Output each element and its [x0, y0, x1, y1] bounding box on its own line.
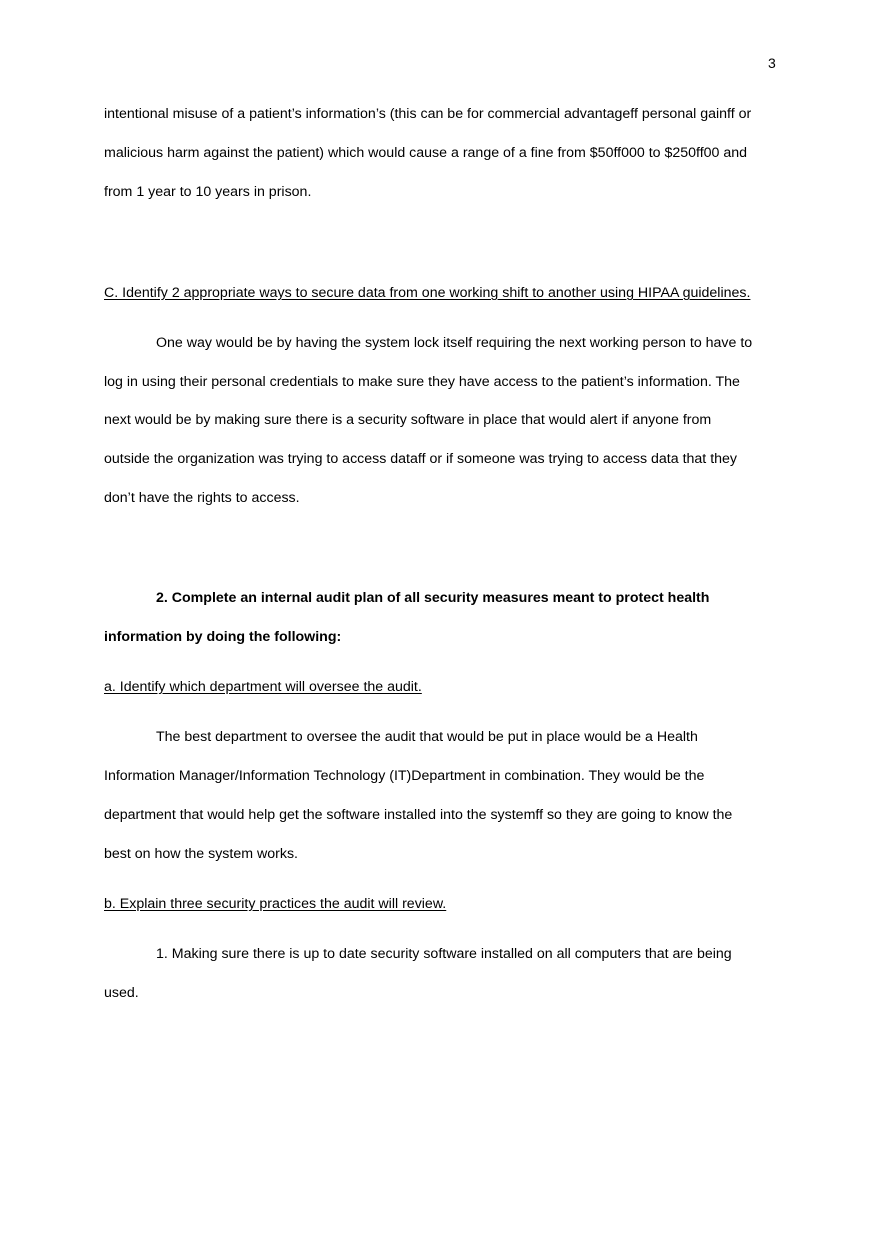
section-a-line-1: The best department to oversee the audit that would be put in place would be a Health — [156, 729, 698, 745]
page-number: 3 — [768, 55, 776, 71]
section-c-heading: C. Identify 2 appropriate ways to secure data from one working shift to another using HIPAA guidelines. — [104, 285, 751, 301]
section-c-line-5: don’t have the rights to access. — [104, 490, 300, 506]
section-c-line-1: One way would be by having the system lock itself requiring the next working person to have to — [156, 335, 753, 351]
section-c-line-4: outside the organization was trying to access dataff or if someone was trying to access data that they — [104, 451, 738, 467]
section-b-heading: b. Explain three security practices the audit will review. — [104, 896, 447, 912]
section-b-line-2: used. — [104, 985, 139, 1001]
section-b-line-1: 1. Making sure there is up to date security software installed on all computers that are being — [156, 946, 732, 962]
section-a-line-3: department that would help get the software installed into the systemff so they are going to know the — [104, 807, 733, 823]
section-a-line-4: best on how the system works. — [104, 846, 298, 862]
section-a-line-2: Information Manager/Information Technology (IT)Department in combination. They would be the — [104, 768, 705, 784]
section-c-line-3: next would be by making sure there is a security software in place that would alert if anyone from — [104, 412, 712, 428]
intro-line-3: from 1 year to 10 years in prison. — [104, 184, 312, 200]
intro-line-1: intentional misuse of a patient’s information’s (this can be for commercial advantageff personal gainff or — [104, 106, 752, 122]
section-2-heading-line-1: 2. Complete an internal audit plan of all security measures meant to protect health — [156, 590, 710, 606]
section-c-line-2: log in using their personal credentials to make sure they have access to the patient’s information. The — [104, 374, 740, 390]
section-2-heading-line-2: information by doing the following: — [104, 629, 342, 645]
intro-line-2: malicious harm against the patient) which would cause a range of a fine from $50ff000 to $250ff00 and — [104, 145, 748, 161]
section-a-heading: a. Identify which department will oversee the audit. — [104, 679, 422, 695]
